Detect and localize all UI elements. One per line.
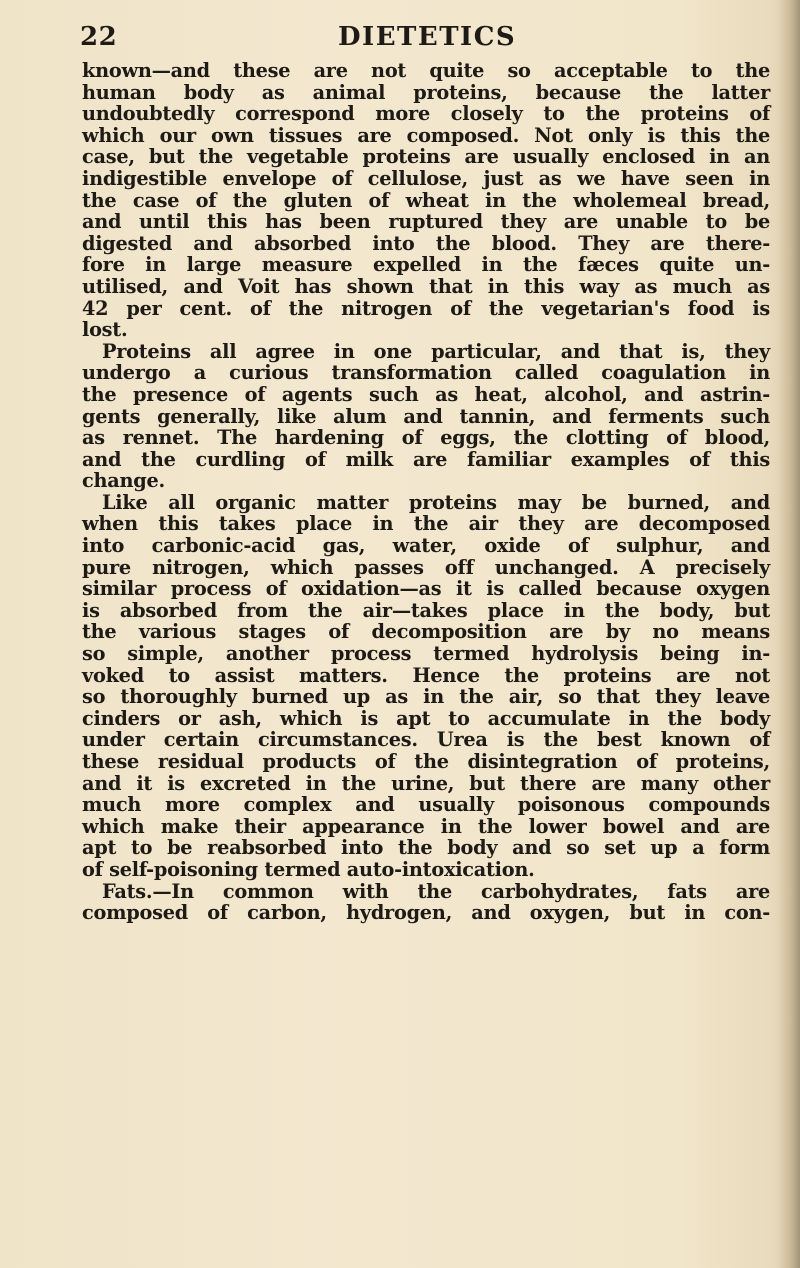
text-line: the presence of agents such as heat, alcohol, and astrin- — [82, 382, 770, 406]
text-line: composed of carbon, hydrogen, and oxygen, but in con- — [82, 901, 770, 925]
text-line: Fats.—In common with the carbohydrates, fats are — [102, 879, 770, 903]
text-line: which our own tissues are composed. Not only is this the — [82, 123, 770, 147]
page-number: 22 — [80, 22, 118, 52]
running-head: DIETETICS — [338, 22, 517, 52]
text-line: so thoroughly burned up as in the air, so that they leave — [82, 685, 770, 709]
text-line: pure nitrogen, which passes off unchanged. A precisely — [82, 555, 770, 579]
text-line: of self-poisoning termed auto-intoxication. — [82, 857, 535, 881]
text-line: these residual products of the disintegration of proteins, — [82, 750, 770, 773]
page-edge-shadow — [778, 0, 800, 1268]
text-line: gents generally, like alum and tannin, and ferments such — [82, 404, 770, 428]
text-line: into carbonic-acid gas, water, oxide of sulphur, and — [82, 534, 770, 558]
text-line: indigestible envelope of cellulose, just as we have seen in — [82, 166, 770, 190]
text-line: voked to assist matters. Hence the proteins are not — [82, 663, 770, 687]
text-line: known—and these are not quite so acceptable to the — [82, 59, 770, 82]
text-line: undergo a curious transformation called coagulation in — [82, 361, 770, 385]
text-line: fore in large measure expelled in the fæces quite un- — [82, 253, 770, 277]
text-line: digested and absorbed into the blood. They are there- — [82, 231, 770, 255]
text-line: Like all organic matter proteins may be burned, and — [102, 490, 770, 514]
text-line: when this takes place in the air they are decomposed — [82, 512, 770, 536]
text-line: apt to be reabsorbed into the body and so set up a form — [82, 836, 770, 860]
text-line: much more complex and usually poisonous compounds — [82, 793, 770, 817]
text-line: lost. — [82, 318, 128, 342]
text-line: 42 per cent. of the nitrogen of the vegetarian's food is — [82, 296, 770, 320]
text-line: human body as animal proteins, because the latter — [82, 80, 770, 104]
text-line: is absorbed from the air—takes place in the body, but — [82, 598, 770, 622]
text-line: case, but the vegetable proteins are usually enclosed in an — [82, 145, 770, 169]
paragraph — [82, 492, 770, 881]
page-header — [80, 22, 760, 58]
text-line: cinders or ash, which is apt to accumulate in the body — [82, 706, 770, 730]
text-line: the various stages of decomposition are by no means — [82, 620, 770, 644]
paragraph — [82, 341, 770, 492]
paragraph — [82, 881, 770, 924]
text-line: as rennet. The hardening of eggs, the clotting of blood, — [82, 426, 770, 450]
text-line: the case of the gluten of wheat in the wholemeal bread, — [82, 188, 770, 212]
text-line: and the curdling of milk are familiar examples of this — [82, 447, 770, 471]
text-line: utilised, and Voit has shown that in this way as much as — [82, 274, 770, 298]
text-line: which make their appearance in the lower bowel and are — [82, 814, 770, 838]
text-line: and until this has been ruptured they are unable to be — [82, 210, 770, 234]
text-line: under certain circumstances. Urea is the best known of — [82, 728, 770, 752]
text-line: change. — [82, 469, 165, 493]
body-text — [82, 60, 770, 924]
text-line: Proteins all agree in one particular, and that is, they — [102, 339, 770, 363]
paragraph — [82, 60, 770, 341]
text-line: undoubtedly correspond more closely to the proteins of — [82, 102, 770, 126]
text-line: similar process of oxidation—as it is called because oxygen — [82, 577, 770, 601]
text-line: and it is excreted in the urine, but there are many other — [82, 771, 770, 795]
text-line: so simple, another process termed hydrolysis being in- — [82, 642, 770, 666]
